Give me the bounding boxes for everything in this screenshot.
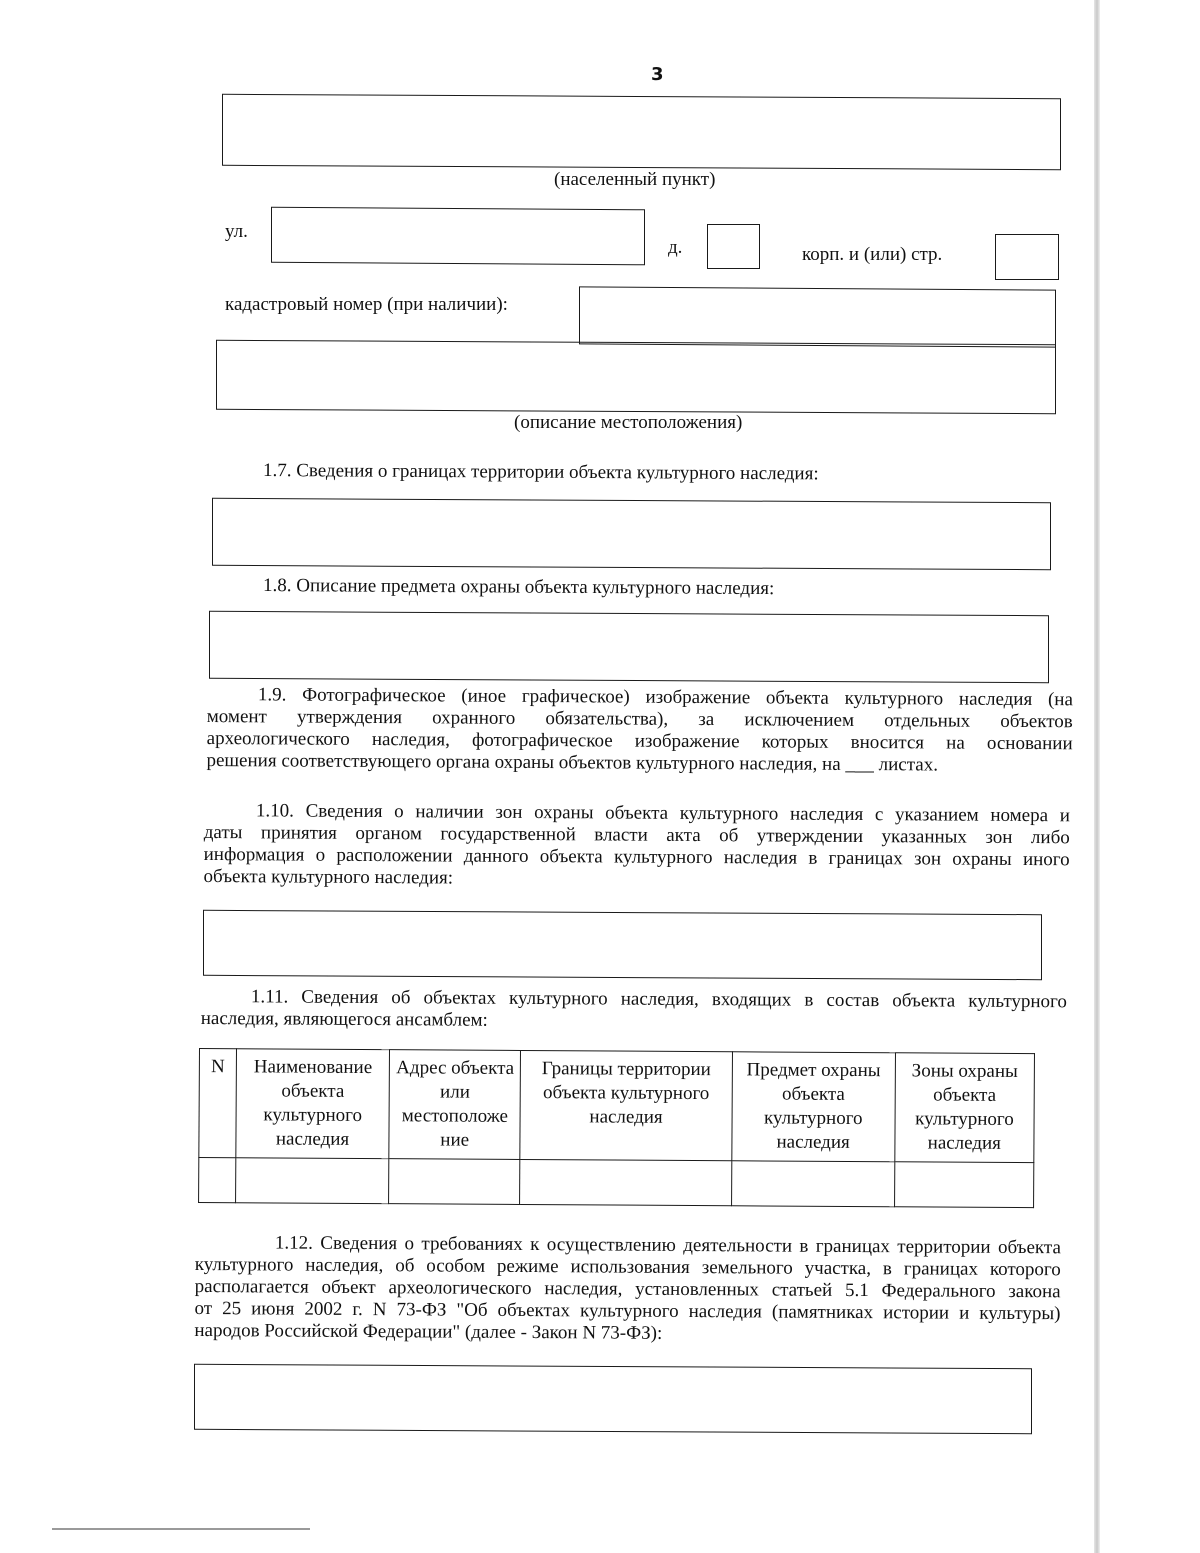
section-1-7-heading: 1.7. Сведения о границах территории объекта культурного наследия:	[262, 460, 819, 485]
section-1-8-field[interactable]	[209, 611, 1049, 683]
section-1-12-line: народов Российской Федерации" (далее - Закон N 73-ФЗ):	[194, 1319, 663, 1344]
table-cell[interactable]	[894, 1162, 1033, 1208]
section-1-11-line: 1.11. Сведения об объектах культурного наследия, входящих в состав объекта культурного	[250, 986, 1067, 1013]
house-label: д.	[668, 237, 683, 258]
ensemble-table	[198, 1048, 1035, 1208]
section-1-9-line: археологического наследия, фотографическое изображение которых вносится на основании	[206, 727, 1073, 755]
section-1-9-paragraph	[206, 684, 1073, 777]
cadastral-field[interactable]	[579, 286, 1056, 347]
section-1-10-line: даты принятия органом государственной власти акта об утверждении указанных зон либо	[203, 821, 1070, 849]
section-1-9-line: 1.9. Фотографическое (иное графическое) изображение объекта культурного наследия (на	[257, 684, 1073, 711]
section-1-11-line: наследия, являющегося ансамблем:	[200, 1007, 488, 1031]
section-1-12-line: 1.12. Сведения о требованиях к осуществлению деятельности в границах территории объекта	[274, 1232, 1061, 1259]
table-row	[199, 1158, 1034, 1208]
location-caption: (описание местоположения)	[514, 412, 743, 433]
section-1-9-line: момент утверждения охранного обязательства), за исключением отдельных объектов	[206, 705, 1073, 733]
settlement-caption: (населенный пункт)	[554, 169, 716, 190]
section-1-12-line: культурного наследия, об особом режиме использования земельного участка, в границах которого	[194, 1253, 1061, 1281]
column-header-address: Адрес объекта или местоположе ние	[389, 1050, 521, 1160]
section-1-10-line: информация о расположении данного объекта культурного наследия в границах зон охраны иного	[203, 843, 1070, 871]
section-1-12-paragraph	[194, 1232, 1061, 1347]
table-cell[interactable]	[236, 1158, 389, 1204]
section-1-12-line: располагается объект археологического наследия, установленных статьей 5.1 Федерального закона	[194, 1275, 1061, 1303]
column-header-number: N	[199, 1049, 237, 1158]
table-cell[interactable]	[199, 1158, 236, 1203]
table-cell[interactable]	[731, 1161, 894, 1207]
scan-edge-shadow	[1094, 0, 1100, 1553]
section-1-12-field[interactable]	[194, 1364, 1032, 1434]
settlement-field[interactable]	[222, 94, 1061, 170]
cadastral-label: кадастровый номер (при наличии):	[225, 294, 508, 315]
section-1-10-line: 1.10. Сведения о наличии зон охраны объекта культурного наследия с указанием номера и	[255, 800, 1070, 827]
section-1-7-field[interactable]	[212, 498, 1051, 570]
table-cell[interactable]	[520, 1159, 732, 1205]
column-header-protection-zones: Зоны охраны объекта культурного наследия	[895, 1053, 1035, 1163]
section-1-12-line: от 25 июня 2002 г. N 73-ФЗ "Об объектах культурного наследия (памятниках истории и культуры)	[194, 1297, 1061, 1325]
section-1-10-line: объекта культурного наследия:	[203, 865, 454, 889]
scan-bottom-line	[52, 1528, 310, 1530]
location-field[interactable]	[216, 340, 1056, 414]
section-1-9-line: решения соответствующего органа охраны объектов культурного наследия, на ___ листах.	[206, 749, 939, 776]
section-1-10-paragraph	[203, 800, 1070, 893]
section-1-10-field[interactable]	[203, 910, 1042, 980]
street-field[interactable]	[271, 207, 645, 266]
column-header-name: Наименование объекта культурного наследия	[236, 1049, 390, 1159]
street-label: ул.	[225, 221, 248, 242]
table-cell[interactable]	[389, 1159, 520, 1205]
section-1-11-paragraph	[201, 986, 1067, 1035]
column-header-boundaries: Границы территории объекта культурного наследия	[520, 1050, 732, 1160]
building-label: корп. и (или) стр.	[802, 244, 943, 265]
column-header-protection-subject: Предмет охраны объекта культурного наследия	[731, 1052, 895, 1162]
section-1-8-heading: 1.8. Описание предмета охраны объекта культурного наследия:	[262, 575, 775, 600]
page-number: 3	[651, 64, 664, 85]
house-field[interactable]	[707, 224, 760, 269]
table-header-row	[199, 1049, 1035, 1163]
building-field[interactable]	[995, 234, 1059, 280]
